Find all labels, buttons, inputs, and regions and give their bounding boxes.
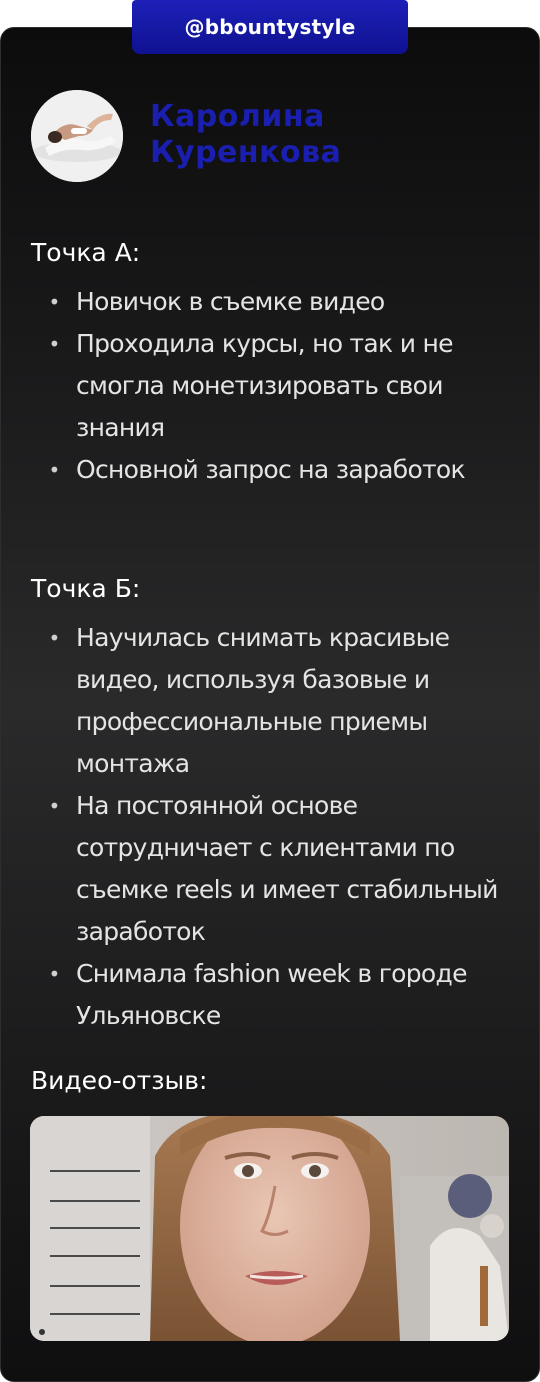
- list-item-text: На постоянной основе сотрудничает с клиентами по съемке reels и имеет стабильный заработок: [76, 791, 498, 946]
- handle-tag[interactable]: @bbountystyle: [132, 0, 408, 54]
- list-item-text: Проходила курсы, но так и не смогла монетизировать свои знания: [76, 329, 453, 442]
- list-item: [46, 323, 516, 449]
- profile-last-name: Куренкова: [150, 135, 342, 170]
- list-item-text: Новичок в съемке видео: [76, 287, 385, 316]
- list-item: [46, 617, 516, 785]
- point-b-list: [46, 617, 516, 1037]
- list-item: [46, 953, 516, 1037]
- list-item: [46, 281, 516, 323]
- avatar: [31, 90, 123, 182]
- bullet-dot-icon: •: [48, 290, 60, 314]
- profile-name: [150, 99, 341, 171]
- bullet-dot-icon: •: [48, 458, 60, 482]
- avatar-photo: [31, 90, 123, 182]
- list-item-text: Снимала fashion week в городе Ульяновске: [76, 959, 467, 1030]
- profile-first-name: Каролина: [150, 99, 325, 134]
- point-a-list: [46, 281, 516, 491]
- list-item: [46, 785, 516, 953]
- video-thumbnail: [30, 1116, 509, 1341]
- bullet-dot-icon: •: [48, 626, 60, 650]
- video-review-heading: Видео-отзыв:: [31, 1066, 208, 1095]
- bullet-dot-icon: •: [48, 794, 60, 818]
- point-b-heading: Точка Б:: [31, 574, 141, 603]
- list-item: [46, 449, 516, 491]
- point-a-heading: Точка А:: [31, 238, 141, 267]
- bullet-dot-icon: •: [48, 332, 60, 356]
- bullet-dot-icon: •: [48, 962, 60, 986]
- video-review-player[interactable]: [30, 1116, 509, 1341]
- list-item-text: Научилась снимать красивые видео, используя базовые и профессиональные приемы монтажа: [76, 623, 450, 778]
- list-item-text: Основной запрос на заработок: [76, 455, 465, 484]
